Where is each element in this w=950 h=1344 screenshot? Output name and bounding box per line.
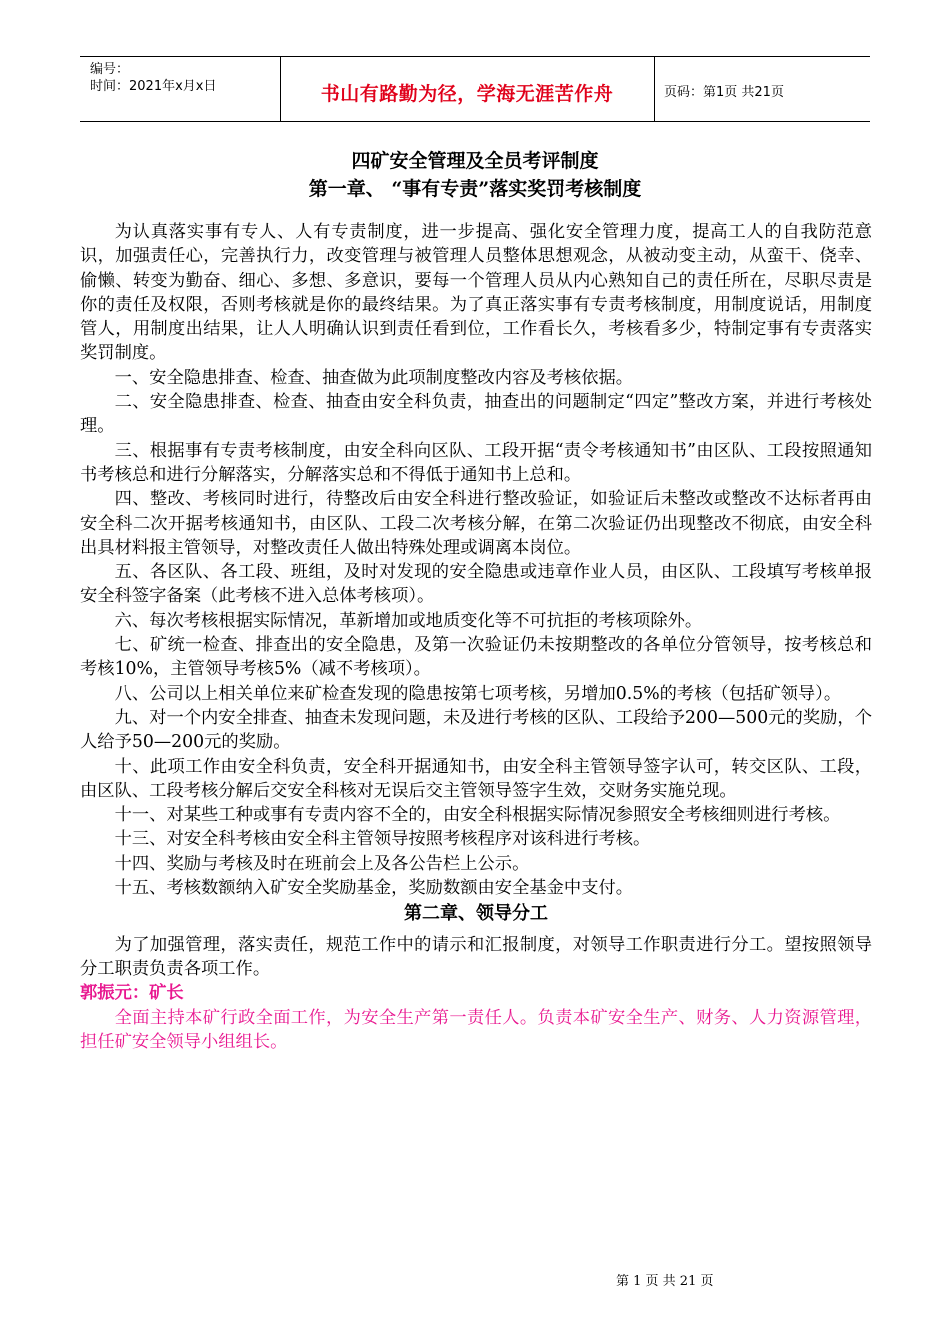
document-body [80,220,872,1054]
clause-item: 十五、考核数额纳入矿安全奖励基金，奖励数额由安全基金中支付。 [114,878,634,899]
leader-duty: 全面主持本矿行政全面工作，为安全生产第一责任人。负责本矿安全生产、财务、人力资源管理，担任矿安全领导小组组长。 [80,1007,872,1052]
header-motto: 书山有路勤为径，学海无涯苦作舟 [320,83,614,105]
leader-name: 郭振元：矿长 [80,983,184,1004]
clause-item: 三、根据事有专责考核制度，由安全科向区队、工段开据“责令考核通知书”由区队、工段按照通知书考核总和进行分解落实，分解落实总和不得低于通知书上总和。 [80,440,872,485]
clause-item: 五、各区队、各工段、班组，及时对发现的安全隐患或违章作业人员，由区队、工段填写考核单报安全科签字备案（此考核不进入总体考核项）。 [80,562,872,607]
number-label: 编号： [90,62,130,77]
clause-item: 十一、对某些工种或事有专责内容不全的，由安全科根据实际情况参照安全考核细则进行考核。 [114,805,841,826]
header-divider [654,57,655,121]
header-meta [90,61,290,95]
page-footer: 第 1 页 共 21 页 [616,1274,714,1289]
chapter2-title: 第二章、领导分工 [404,903,548,925]
chapter1-title: 第一章、 “事有专责”落实奖罚考核制度 [308,178,642,200]
clause-item: 七、矿统一检查、排查出的安全隐患，及第一次验证仍未按期整改的各单位分管领导，按考核总和考核10%，主管领导考核5%（减不考核项）。 [80,635,872,680]
clause-item: 八、公司以上相关单位来矿检查发现的隐患按第七项考核，另增加0.5%的考核（包括矿领导）。 [114,683,842,704]
clause-item: 九、对一个内安全排查、抽查未发现问题，未及进行考核的区队、工段给予200—500元的奖励，个人给予50—200元的奖励。 [80,707,872,753]
page-header [80,56,870,122]
clause-item: 四、整改、考核同时进行，待整改后由安全科进行整改验证，如验证后未整改或整改不达标者再由安全科二次开据考核通知书，由区队、工段二次考核分解，在第二次验证仍出现整改不彻底，由安全科出具材料报主管领导，对整改责任人做出特殊处理或调离本岗位。 [80,489,872,558]
clause-item: 十三、对安全科考核由安全科主管领导按照考核程序对该科进行考核。 [114,829,651,850]
clause-item: 一、安全隐患排查、检查、抽查做为此项制度整改内容及考核依据。 [114,367,634,388]
clause-item: 十、此项工作由安全科负责，安全科开据通知书，由安全科主管领导签字认可，转交区队、工段，由区队、工段考核分解后交安全科核对无误后交主管领导签字生效，交财务实施兑现。 [80,756,872,801]
clause-item: 二、安全隐患排查、检查、抽查由安全科负责，抽查出的问题制定“四定”整改方案，并进行考核处理。 [80,392,872,437]
document-title: 四矿安全管理及全员考评制度 [351,150,599,172]
clause-item: 十四、奖励与考核及时在班前会上及各公告栏上公示。 [114,853,530,874]
header-page-info: 页码：第1页 共21页 [664,85,784,100]
time-label: 时间：2021年x月x日 [90,79,217,94]
chapter1-intro: 为认真落实事有专人、人有专责制度，进一步提高、强化安全管理力度，提高工人的自我防范意识，加强责任心，完善执行力，改变管理与被管理人员整体思想观念，从被动变主动，从蛮干、侥幸、偷懒、转变为勤奋、细心、多想、多意识，要每一个管理人员从内心熟知自己的责任所在，尽职尽责是你的责任及权限，否则考核就是你的最终结果。为了真正落实事有专责考核制度，用制度说话，用制度管人，用制度出结果，让人人明确认识到责任看到位，工作看长久，考核看多少，特制定事有专责落实奖罚制度。 [80,222,872,364]
clause-item: 六、每次考核根据实际情况，革新增加或地质变化等不可抗拒的考核项除外。 [114,610,703,631]
chapter2-intro: 为了加强管理，落实责任，规范工作中的请示和汇报制度，对领导工作职责进行分工。望按照领导分工职责负责各项工作。 [80,934,872,979]
